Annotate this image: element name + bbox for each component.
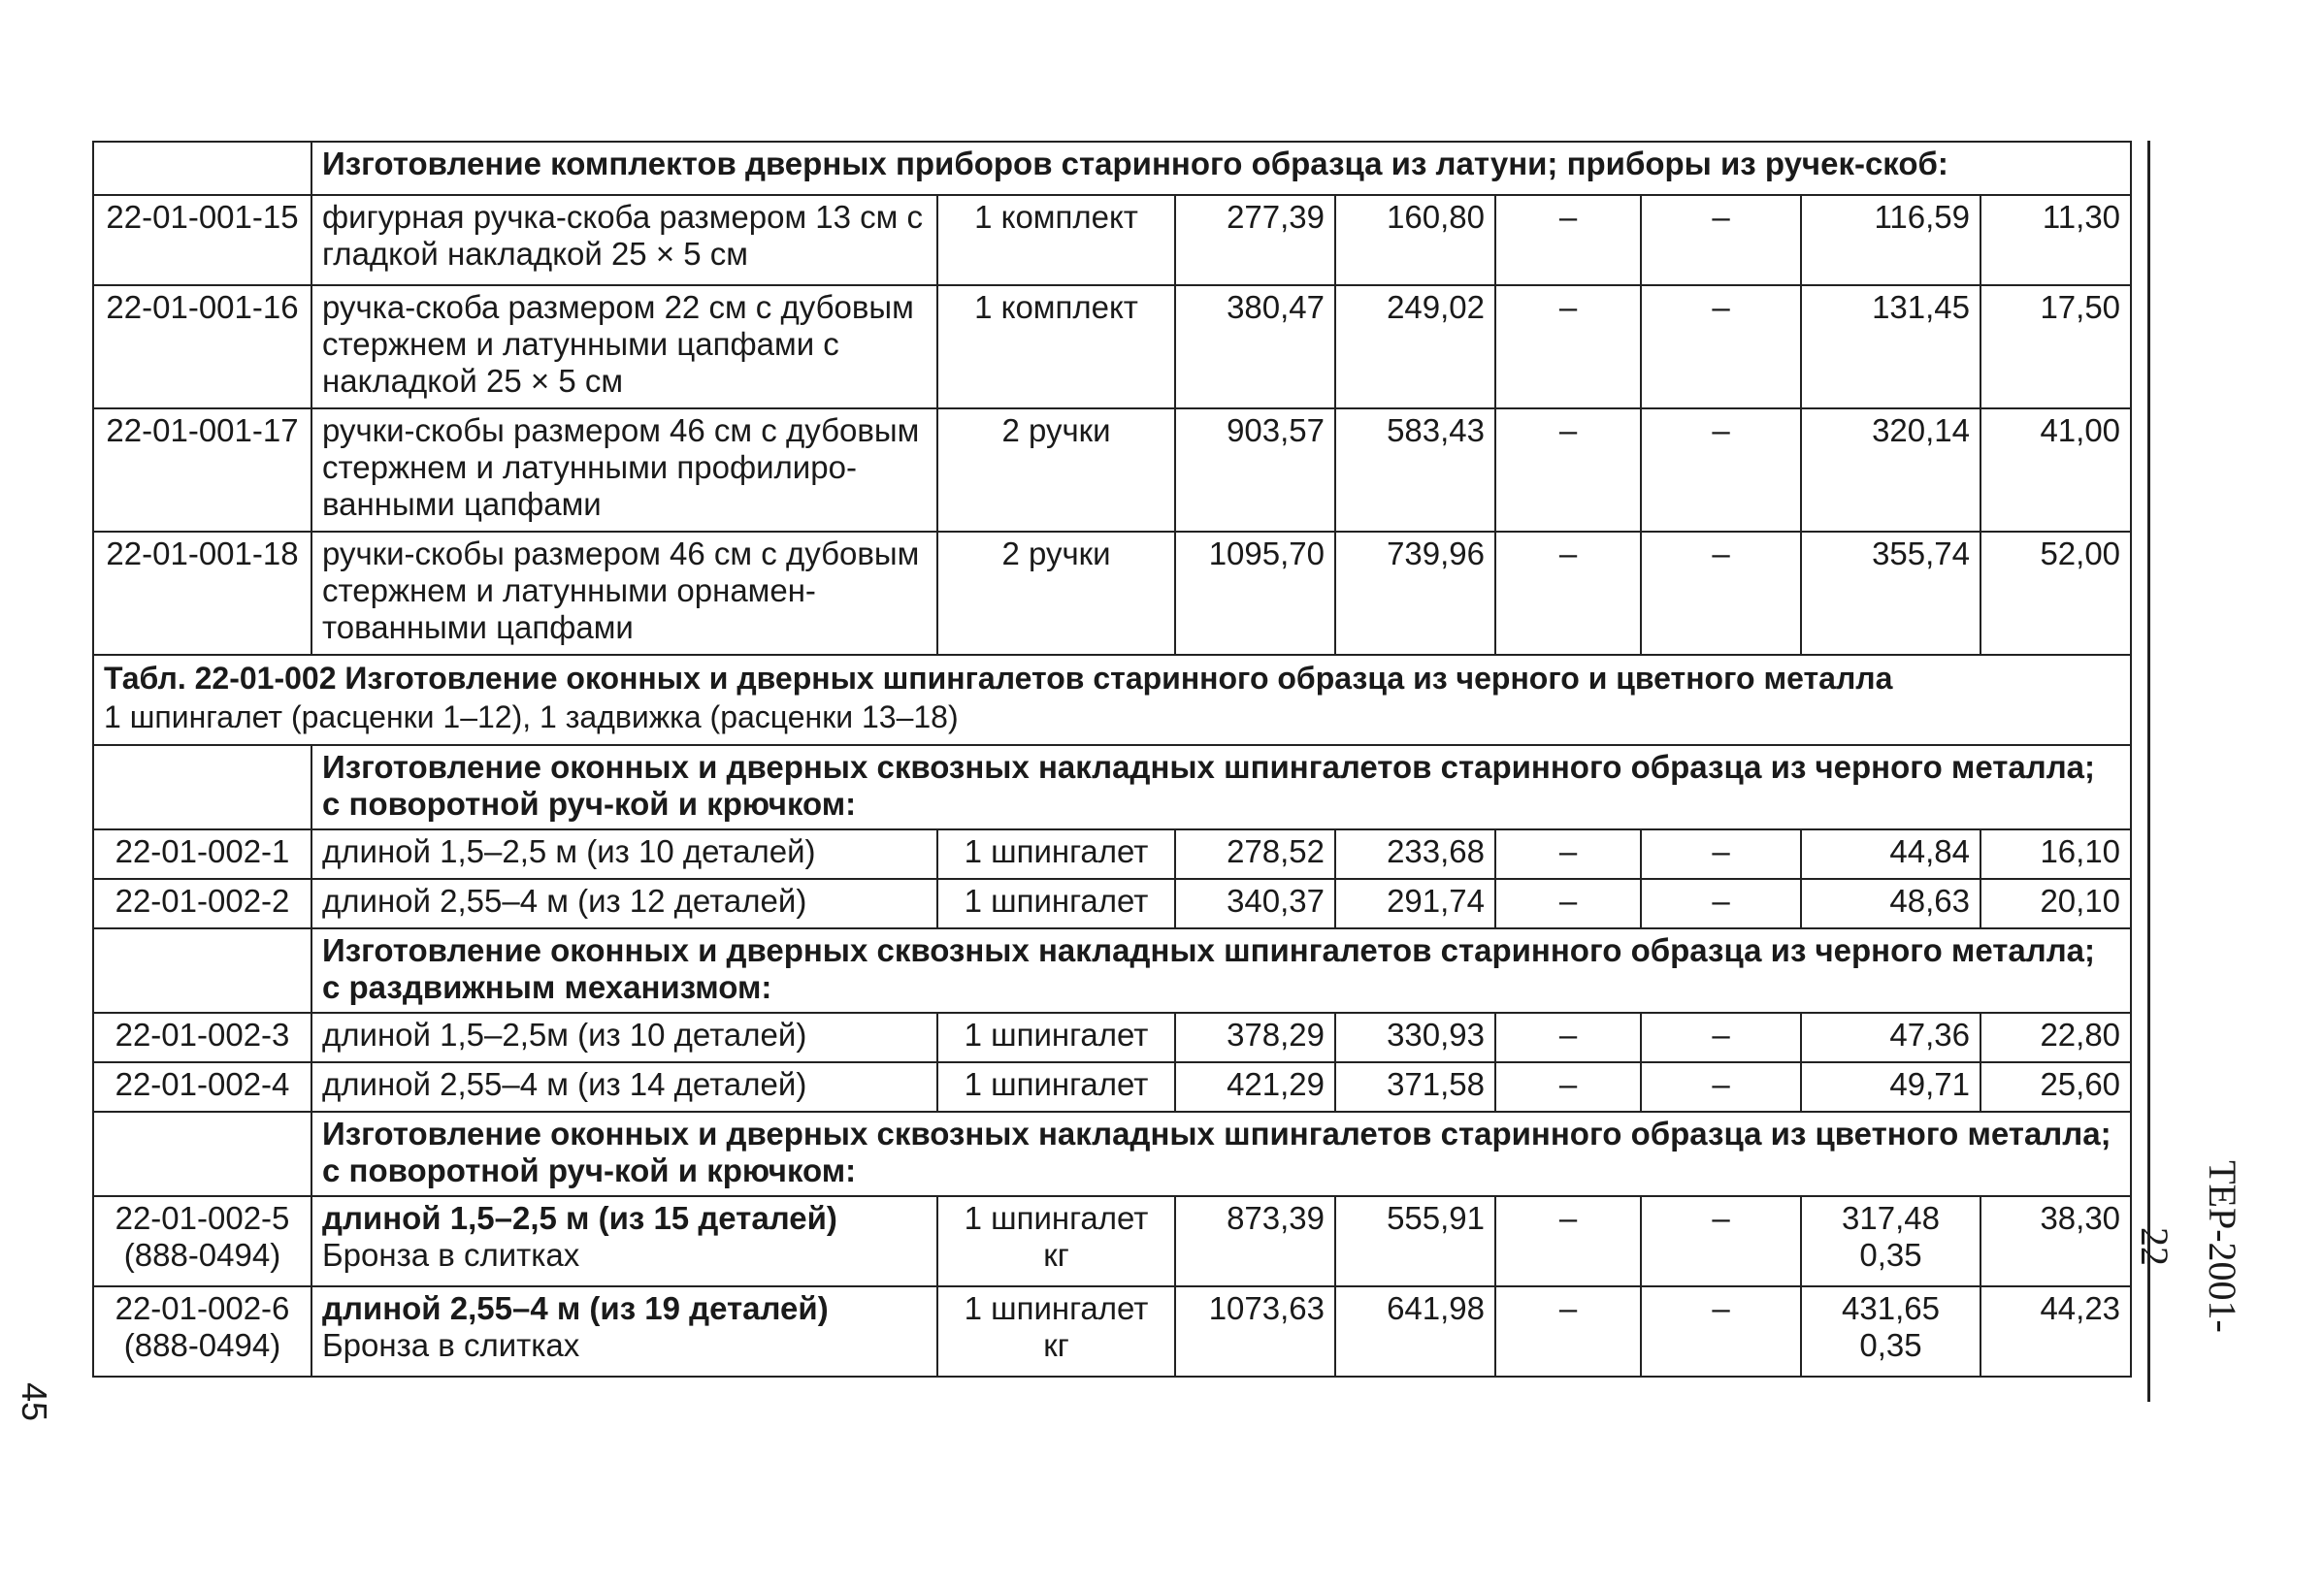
empty-cell (93, 745, 311, 829)
value-cell: 16,10 (1980, 829, 2131, 879)
value-cell: – (1495, 1062, 1641, 1112)
table-row (93, 285, 2131, 408)
value-cell: 47,36 (1801, 1013, 1980, 1062)
unit-cell: 1 комплект (937, 195, 1175, 285)
page-number: 45 (15, 1381, 54, 1422)
unit-cell: 2 ручки (937, 408, 1175, 532)
description-cell: длиной 1,5–2,5м (из 10 деталей) (311, 1013, 937, 1062)
value-cell: – (1495, 1013, 1641, 1062)
table-row (93, 1196, 2131, 1286)
value-cell: – (1495, 829, 1641, 879)
code-cell (93, 1286, 311, 1377)
group-title: Изготовление комплектов дверных приборов старинного образца из латуни; приборы из ручек-скоб: (311, 142, 2131, 195)
value-cell: – (1495, 408, 1641, 532)
description-cell: длиной 2,55–4 м (из 12 деталей) (311, 879, 937, 928)
value-cell: – (1495, 195, 1641, 285)
value-cell: 320,14 (1801, 408, 1980, 532)
value-cell: 421,29 (1175, 1062, 1335, 1112)
value-main: 431,65 (1842, 1290, 1940, 1326)
table-row (93, 879, 2131, 928)
table-row (93, 532, 2131, 655)
table-title-row (93, 655, 2131, 745)
empty-cell (93, 142, 311, 195)
description-cell: ручки-скобы размером 46 см с дубовым стержнем и латунными орнамен-тованными цапфами (311, 532, 937, 655)
resource-unit: кг (1043, 1237, 1069, 1273)
description-cell (311, 1196, 937, 1286)
value-cell: 371,58 (1335, 1062, 1495, 1112)
code-cell: 22-01-001-17 (93, 408, 311, 532)
code-value: 22-01-002-6 (115, 1290, 290, 1326)
table-row (93, 1062, 2131, 1112)
description-bold: длиной 2,55–4 м (из 19 деталей) (322, 1290, 829, 1326)
unit-value: 1 шпингалет (964, 1290, 1149, 1326)
value-cell: – (1641, 1286, 1801, 1377)
resource-code: (888-0494) (123, 1327, 281, 1363)
description-cell: фигурная ручка-скоба размером 13 см с гладкой накладкой 25 × 5 см (311, 195, 937, 285)
code-cell: 22-01-002-2 (93, 879, 311, 928)
value-cell: 131,45 (1801, 285, 1980, 408)
price-table-sheet (92, 141, 2130, 1378)
description-cell: длиной 1,5–2,5 м (из 10 деталей) (311, 829, 937, 879)
value-cell: 25,60 (1980, 1062, 2131, 1112)
value-cell: 330,93 (1335, 1013, 1495, 1062)
price-table (92, 141, 2132, 1378)
value-cell (1801, 1196, 1980, 1286)
resource-unit: кг (1043, 1327, 1069, 1363)
code-cell: 22-01-002-1 (93, 829, 311, 879)
table-subtitle: 1 шпингалет (расценки 1–12), 1 задвижка (расценки 13–18) (104, 699, 959, 734)
value-cell: – (1641, 195, 1801, 285)
value-cell: 739,96 (1335, 532, 1495, 655)
value-cell: – (1641, 1013, 1801, 1062)
value-cell: 249,02 (1335, 285, 1495, 408)
value-resource: 0,35 (1859, 1237, 1922, 1273)
value-resource: 0,35 (1859, 1327, 1922, 1363)
table-row (93, 1286, 2131, 1377)
value-cell: 11,30 (1980, 195, 2131, 285)
group-title: Изготовление оконных и дверных сквозных накладных шпингалетов старинного образца из черного металла; с поворотной руч-кой и крючком: (311, 745, 2131, 829)
code-cell: 22-01-001-18 (93, 532, 311, 655)
value-cell: 17,50 (1980, 285, 2131, 408)
table-heading (93, 655, 2131, 745)
value-cell: 583,43 (1335, 408, 1495, 532)
value-cell: – (1641, 285, 1801, 408)
unit-cell: 1 шпингалет (937, 879, 1175, 928)
value-cell: – (1495, 879, 1641, 928)
unit-cell (937, 1286, 1175, 1377)
value-cell: 233,68 (1335, 829, 1495, 879)
code-cell: 22-01-002-3 (93, 1013, 311, 1062)
description-cell: ручки-скобы размером 46 см с дубовым стержнем и латунными профилиро-ванными цапфами (311, 408, 937, 532)
value-cell: – (1641, 1062, 1801, 1112)
group-header-row (93, 142, 2131, 195)
value-cell: 48,63 (1801, 879, 1980, 928)
value-cell: – (1495, 285, 1641, 408)
value-cell (1801, 1286, 1980, 1377)
value-cell: 380,47 (1175, 285, 1335, 408)
value-cell: 44,84 (1801, 829, 1980, 879)
value-cell: 22,80 (1980, 1013, 2131, 1062)
unit-cell: 1 комплект (937, 285, 1175, 408)
value-cell: 291,74 (1335, 879, 1495, 928)
value-cell: 903,57 (1175, 408, 1335, 532)
table-row (93, 829, 2131, 879)
code-cell: 22-01-001-16 (93, 285, 311, 408)
resource-code: (888-0494) (123, 1237, 281, 1273)
code-value: 22-01-002-5 (115, 1200, 290, 1236)
group-title: Изготовление оконных и дверных сквозных накладных шпингалетов старинного образца из черного металла; с раздвижным механизмом: (311, 928, 2131, 1013)
value-cell: 38,30 (1980, 1196, 2131, 1286)
group-header-row (93, 745, 2131, 829)
value-cell: 160,80 (1335, 195, 1495, 285)
value-cell: – (1641, 1196, 1801, 1286)
value-cell: 1073,63 (1175, 1286, 1335, 1377)
table-row (93, 1013, 2131, 1062)
value-cell: – (1495, 532, 1641, 655)
value-cell: – (1495, 1286, 1641, 1377)
value-cell: 378,29 (1175, 1013, 1335, 1062)
unit-cell: 1 шпингалет (937, 1013, 1175, 1062)
page-edge-line (2147, 141, 2150, 1402)
value-cell: 41,00 (1980, 408, 2131, 532)
table-row (93, 195, 2131, 285)
value-cell: 340,37 (1175, 879, 1335, 928)
code-cell (93, 1196, 311, 1286)
empty-cell (93, 928, 311, 1013)
value-cell: 1095,70 (1175, 532, 1335, 655)
group-title: Изготовление оконных и дверных сквозных накладных шпингалетов старинного образца из цветного металла; с поворотной руч-кой и крючком: (311, 1112, 2131, 1196)
unit-cell: 1 шпингалет (937, 1062, 1175, 1112)
value-cell: 116,59 (1801, 195, 1980, 285)
table-title: Табл. 22-01-002 Изготовление оконных и дверных шпингалетов старинного образца из черного и цветного металла (104, 661, 1893, 696)
empty-cell (93, 1112, 311, 1196)
value-cell: 49,71 (1801, 1062, 1980, 1112)
unit-cell: 2 ручки (937, 532, 1175, 655)
value-cell: 641,98 (1335, 1286, 1495, 1377)
value-main: 317,48 (1842, 1200, 1940, 1236)
value-cell: 278,52 (1175, 829, 1335, 879)
resource-name: Бронза в слитках (322, 1237, 580, 1273)
description-cell: длиной 2,55–4 м (из 14 деталей) (311, 1062, 937, 1112)
description-cell: ручка-скоба размером 22 см с дубовым стержнем и латунными цапфами с накладкой 25 × 5 см (311, 285, 937, 408)
group-header-row (93, 1112, 2131, 1196)
description-bold: длиной 1,5–2,5 м (из 15 деталей) (322, 1200, 837, 1236)
value-cell: 555,91 (1335, 1196, 1495, 1286)
code-cell: 22-01-002-4 (93, 1062, 311, 1112)
value-cell: 44,23 (1980, 1286, 2131, 1377)
unit-value: 1 шпингалет (964, 1200, 1149, 1236)
value-cell: 20,10 (1980, 879, 2131, 928)
code-cell: 22-01-001-15 (93, 195, 311, 285)
value-cell: 355,74 (1801, 532, 1980, 655)
table-row (93, 408, 2131, 532)
value-cell: 277,39 (1175, 195, 1335, 285)
value-cell: – (1495, 1196, 1641, 1286)
document-code: ТЕР-2001-22 (2133, 1160, 2244, 1333)
description-cell (311, 1286, 937, 1377)
value-cell: 873,39 (1175, 1196, 1335, 1286)
group-header-row (93, 928, 2131, 1013)
value-cell: – (1641, 408, 1801, 532)
value-cell: – (1641, 879, 1801, 928)
value-cell: – (1641, 532, 1801, 655)
value-cell: 52,00 (1980, 532, 2131, 655)
value-cell: – (1641, 829, 1801, 879)
unit-cell: 1 шпингалет (937, 829, 1175, 879)
resource-name: Бронза в слитках (322, 1327, 580, 1363)
unit-cell (937, 1196, 1175, 1286)
